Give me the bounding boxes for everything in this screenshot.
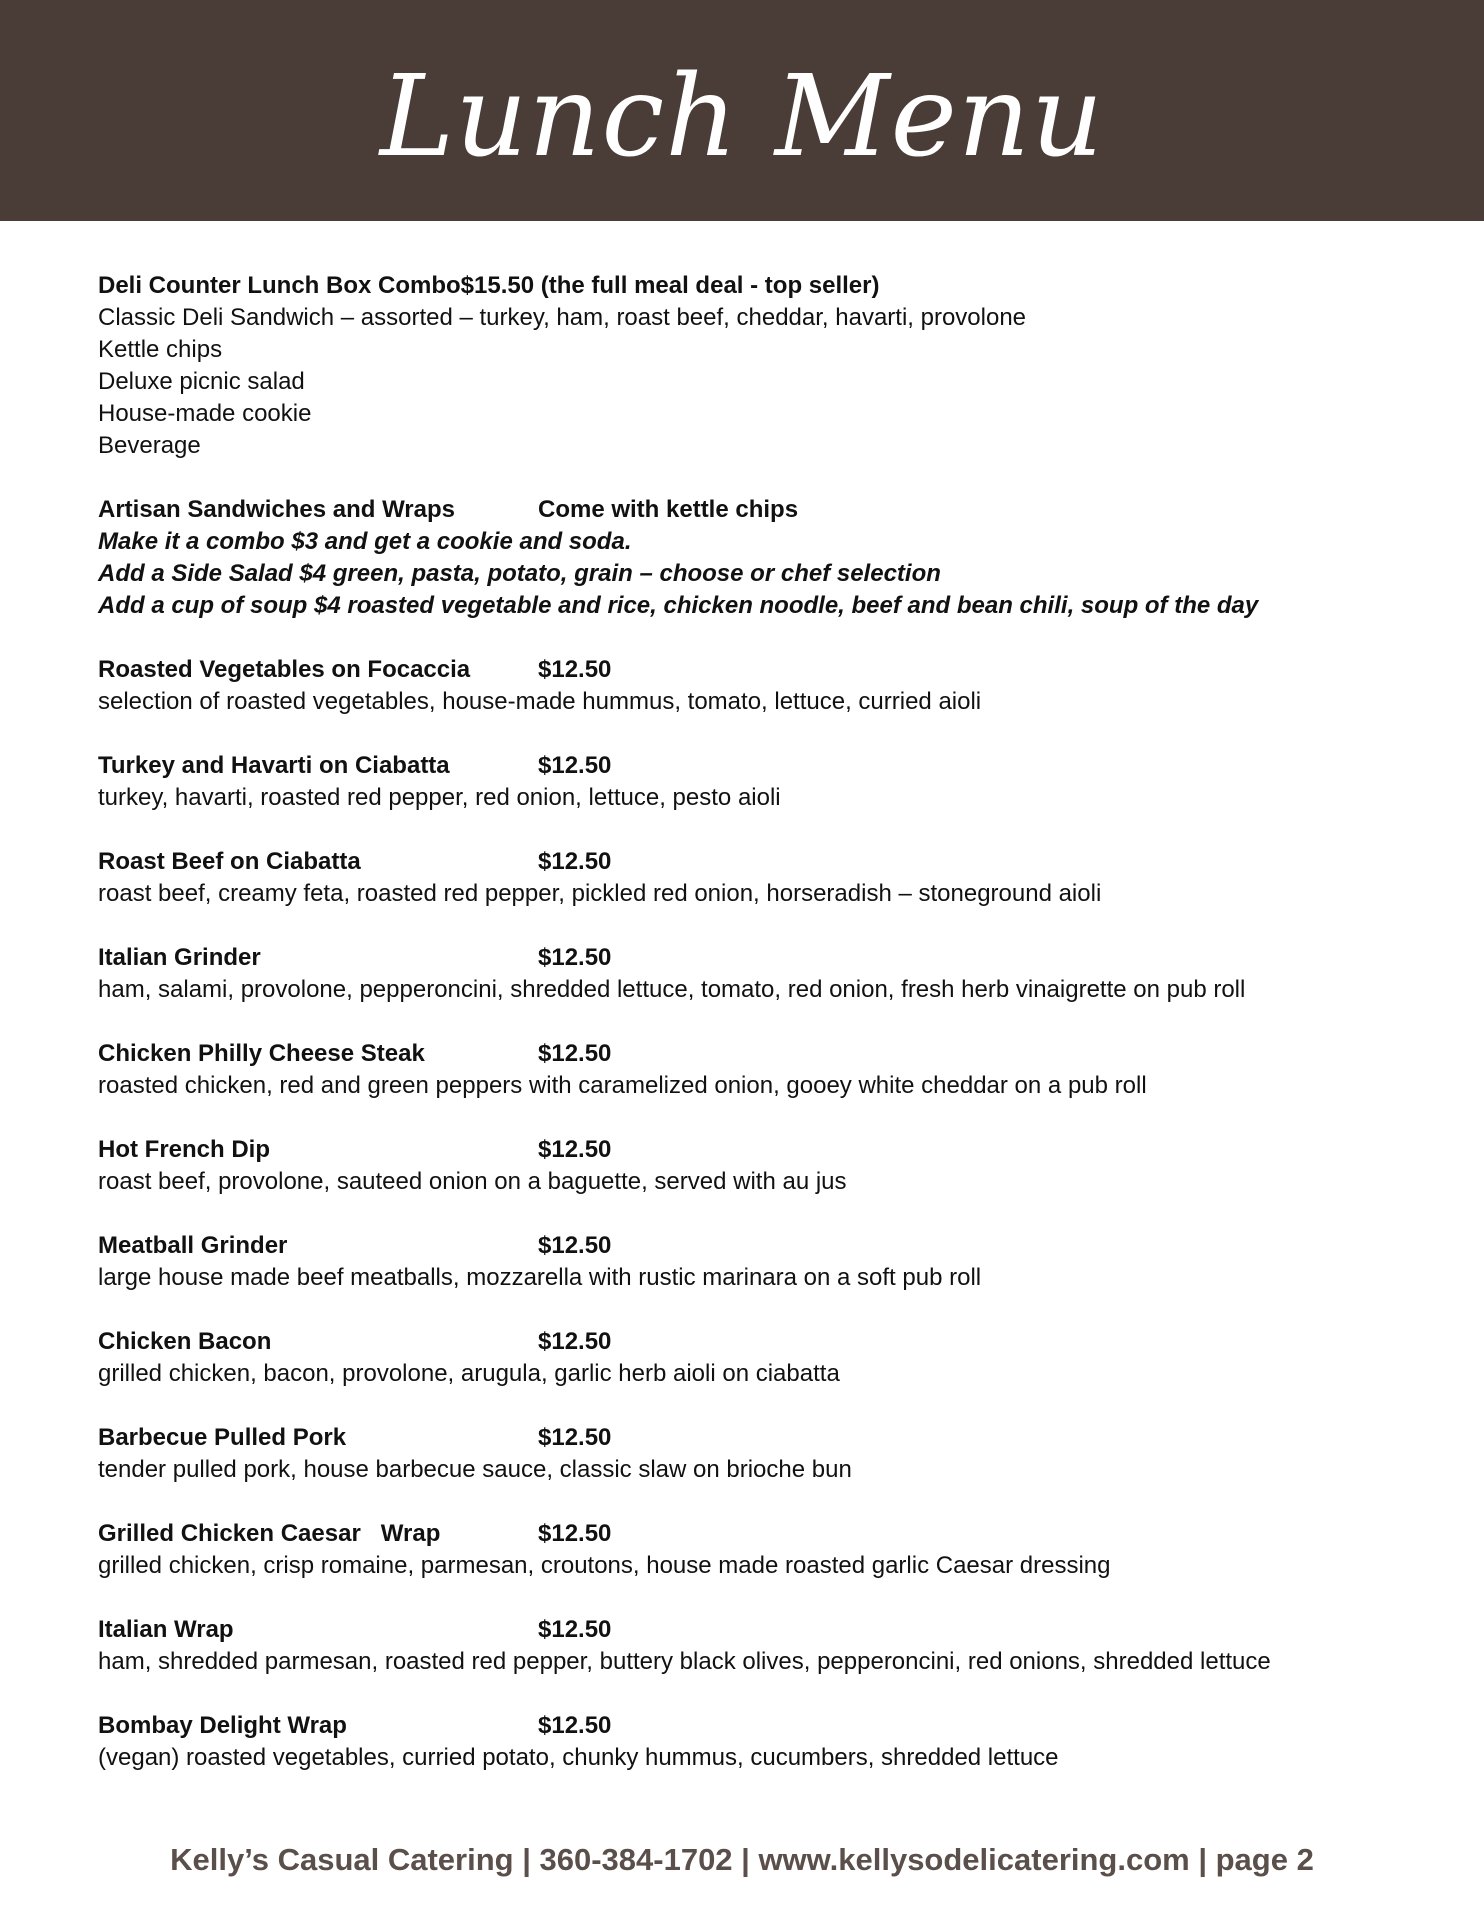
spacer: [98, 1294, 1418, 1326]
menu-item: [98, 654, 1418, 718]
section-note: Come with kettle chips: [538, 496, 799, 523]
section-title: Artisan Sandwiches and Wraps: [98, 496, 455, 523]
spacer: [98, 622, 1418, 654]
item-price: $12.50: [538, 1616, 612, 1643]
item-price: $12.50: [538, 944, 612, 971]
item-price: $12.50: [538, 1424, 612, 1451]
combo-item: Beverage: [98, 432, 201, 459]
item-description: large house made beef meatballs, mozzarella with rustic marinara on a soft pub roll: [98, 1264, 982, 1291]
item-description: roast beef, provolone, sauteed onion on a baguette, served with au jus: [98, 1168, 847, 1195]
menu-item: [98, 750, 1418, 814]
item-name: Chicken Philly Cheese Steak: [98, 1040, 425, 1067]
combo-price-note: $15.50 (the full meal deal - top seller): [460, 272, 880, 299]
item-price: $12.50: [538, 656, 612, 683]
spacer: [98, 1102, 1418, 1134]
menu-item: [98, 1710, 1418, 1774]
add-on-line: Add a cup of soup $4 roasted vegetable and rice, chicken noodle, beef and bean chili, soup of the day: [98, 592, 1259, 619]
item-name: Meatball Grinder: [98, 1232, 288, 1259]
item-description: roast beef, creamy feta, roasted red pepper, pickled red onion, horseradish – stoneground aioli: [98, 880, 1102, 907]
menu-item: [98, 1422, 1418, 1486]
combo-title: Deli Counter Lunch Box Combo: [98, 272, 461, 299]
item-description: ham, shredded parmesan, roasted red pepper, buttery black olives, pepperoncini, red onions, shredded lettuce: [98, 1648, 1271, 1675]
combo-item: Deluxe picnic salad: [98, 368, 305, 395]
menu-content: [98, 270, 1418, 1774]
spacer: [98, 462, 1418, 494]
item-name: Roasted Vegetables on Focaccia: [98, 656, 471, 683]
item-description: tender pulled pork, house barbecue sauce, classic slaw on brioche bun: [98, 1456, 852, 1483]
item-name: Chicken Bacon: [98, 1328, 272, 1355]
menu-item: [98, 1230, 1418, 1294]
spacer: [98, 1390, 1418, 1422]
item-name: Hot French Dip: [98, 1136, 270, 1163]
item-price: $12.50: [538, 752, 612, 779]
add-on-line: Add a Side Salad $4 green, pasta, potato, grain – choose or chef selection: [98, 560, 941, 587]
item-description: grilled chicken, bacon, provolone, arugula, garlic herb aioli on ciabatta: [98, 1360, 840, 1387]
item-price: $12.50: [538, 1712, 612, 1739]
section-heading: [98, 494, 1418, 526]
item-name: Roast Beef on Ciabatta: [98, 848, 361, 875]
item-price: $12.50: [538, 1328, 612, 1355]
menu-item: [98, 846, 1418, 910]
item-description: roasted chicken, red and green peppers with caramelized onion, gooey white cheddar on a pub roll: [98, 1072, 1147, 1099]
item-name: Bombay Delight Wrap: [98, 1712, 347, 1739]
item-name: Barbecue Pulled Pork: [98, 1424, 347, 1451]
menu-item: [98, 1326, 1418, 1390]
item-name: Turkey and Havarti on Ciabatta: [98, 752, 450, 779]
item-price: $12.50: [538, 848, 612, 875]
spacer: [98, 1486, 1418, 1518]
footer-contact: Kelly’s Casual Catering | 360-384-1702 | www.kellysodelicatering.com | page 2: [170, 1842, 1314, 1877]
item-description: grilled chicken, crisp romaine, parmesan, croutons, house made roasted garlic Caesar dressing: [98, 1552, 1111, 1579]
menu-item: [98, 1614, 1418, 1678]
item-price: $12.50: [538, 1232, 612, 1259]
page-title: Lunch Menu: [379, 52, 1105, 182]
combo-item: House-made cookie: [98, 400, 312, 427]
item-description: ham, salami, provolone, pepperoncini, shredded lettuce, tomato, red onion, fresh herb vinaigrette on pub roll: [98, 976, 1246, 1003]
item-price: $12.50: [538, 1520, 612, 1547]
spacer: [98, 814, 1418, 846]
spacer: [98, 718, 1418, 750]
menu-item: [98, 942, 1418, 1006]
add-on-line: Make it a combo $3 and get a cookie and soda.: [98, 528, 632, 555]
item-name: Grilled Chicken Caesar Wrap: [98, 1520, 441, 1547]
spacer: [98, 910, 1418, 942]
item-price: $12.50: [538, 1136, 612, 1163]
combo-heading: [98, 270, 1418, 302]
spacer: [98, 1198, 1418, 1230]
item-description: turkey, havarti, roasted red pepper, red onion, lettuce, pesto aioli: [98, 784, 781, 811]
header-banner: [0, 0, 1484, 221]
spacer: [98, 1678, 1418, 1710]
spacer: [98, 1006, 1418, 1038]
item-description: selection of roasted vegetables, house-made hummus, tomato, lettuce, curried aioli: [98, 688, 982, 715]
combo-item: Classic Deli Sandwich – assorted – turkey, ham, roast beef, cheddar, havarti, provolone: [98, 304, 1027, 331]
item-name: Italian Wrap: [98, 1616, 234, 1643]
menu-item: [98, 1038, 1418, 1102]
menu-item: [98, 1134, 1418, 1198]
item-description: (vegan) roasted vegetables, curried potato, chunky hummus, cucumbers, shredded lettuce: [98, 1744, 1059, 1771]
spacer: [98, 1582, 1418, 1614]
item-price: $12.50: [538, 1040, 612, 1067]
combo-item: Kettle chips: [98, 336, 223, 363]
menu-item: [98, 1518, 1418, 1582]
item-name: Italian Grinder: [98, 944, 261, 971]
